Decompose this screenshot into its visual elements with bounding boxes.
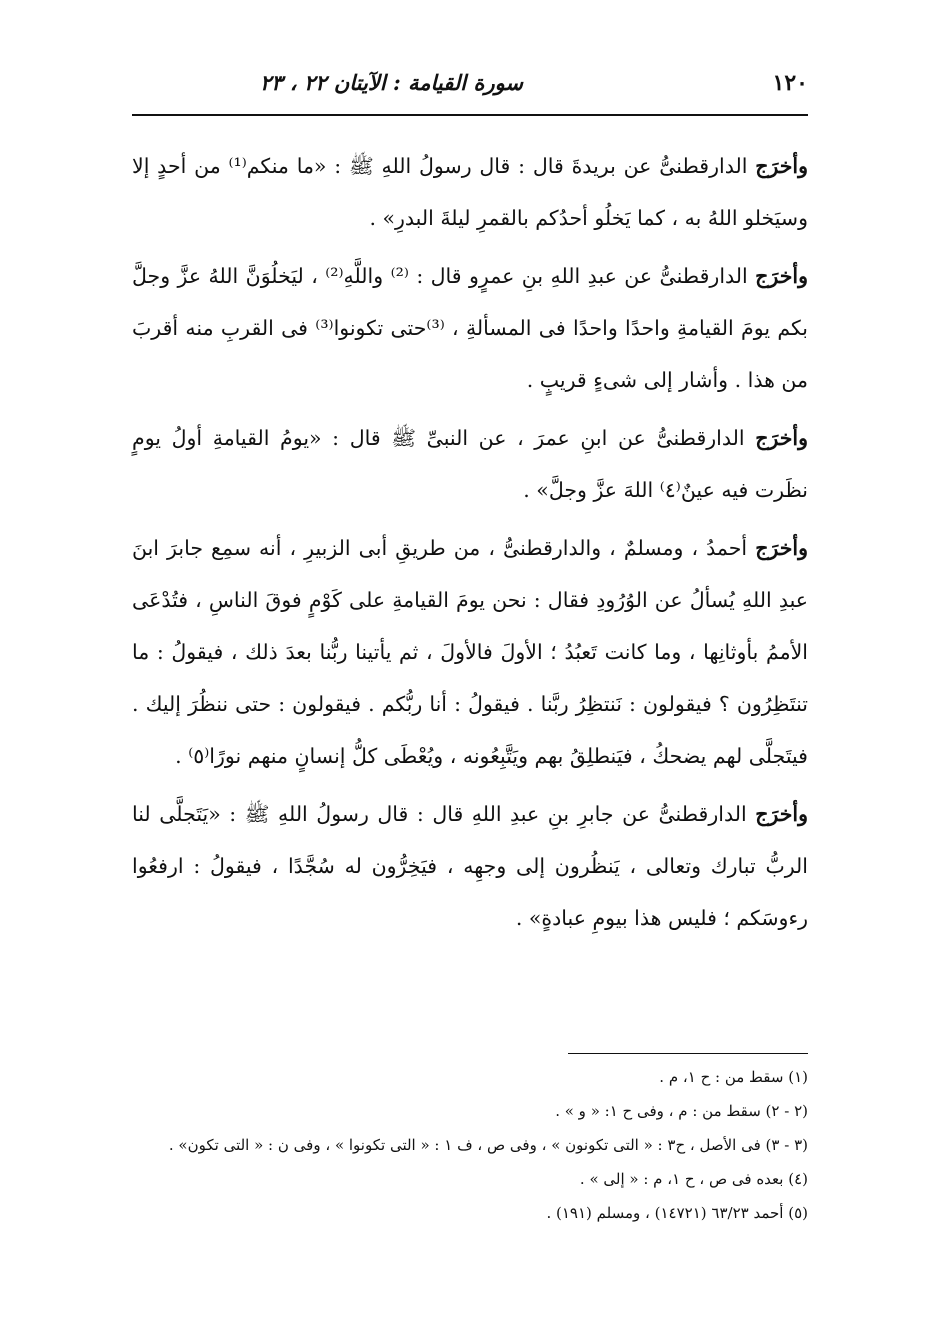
footnote-2: (٢ - ٢) سقط من : م ، وفى ح ١: « و » . — [555, 1102, 808, 1120]
page-number: ١٢٠ — [772, 70, 808, 96]
header-rule — [132, 114, 808, 116]
main-text — [132, 140, 808, 950]
paragraph-text: الدارقطنىُّ عن جابرِ بنِ عبدِ اللهِ قال : قال رسولُ اللهِ ﷺ : «يَتَجلَّى لنا الربُّ تبارك وتعالى ، يَنظُرون إلى وجهِه ، فيَخِرُّون له سُجَّدًا ، فيقولُ : ارفعُوا رءوسَكم ؛ فليس هذا بيومِ عبادةٍ» . — [132, 802, 808, 930]
footnote-5: (٥) أحمد ٦٣/٢٣ (١٤٧٢١) ، ومسلم (١٩١) . — [546, 1204, 808, 1222]
paragraph-text: الدارقطنىُّ عن ابنِ عمرَ ، عن النبىِّ ﷺ قال : «يومُ القيامةِ أولُ يومٍ نظَرت فيه عينٌ⁽٤⁾ اللهَ عزَّ وجلَّ» . — [132, 426, 808, 502]
footnote-4: (٤) بعده فى ص ، ح ١، م : « إلى » . — [579, 1170, 808, 1188]
running-title: سورة القيامة : الآيتان ٢٢ ، ٢٣ — [260, 70, 524, 95]
paragraph-text: الدارقطنىُّ عن عبدِ اللهِ بنِ عمرٍو قال : ⁽²⁾ واللَّهِ⁽²⁾ ، ليَخلُوَنَّ اللهُ عزَّ وجلَّ بكم يومَ القيامةِ واحدًا واحدًا فى المسألةِ ، ⁽³⁾حتى تكونوا⁽³⁾ فى القربِ منه أقربَ من هذا . وأشار إلى شىءٍ قريبٍ . — [132, 264, 809, 392]
footnote-rule — [568, 1053, 808, 1054]
paragraph-lead: وأخرَج — [755, 802, 808, 826]
footnotes — [120, 1060, 808, 1230]
paragraph-lead: وأخرَج — [755, 426, 808, 450]
paragraph-lead: وأخرَج — [755, 536, 808, 560]
page-header — [120, 70, 820, 104]
paragraph-1 — [132, 140, 808, 244]
footnote-3: (٣ - ٣) فى الأصل ، ح٣ : « التى تكونون » ، وفى ص ، ف ١ : « التى تكونوا » ، وفى ن : « التى تكون» . — [168, 1136, 808, 1154]
paragraph-text: أحمدُ ، ومسلمٌ ، والدارقطنىُّ ، من طريقِ أبى الزبيرِ ، أنه سمِع جابرَ ابنَ عبدِ اللهِ يُسألُ عن الوُرُودِ فقال : نحن يومَ القيامةِ على كَوْمٍ فوقَ الناسِ ، فتُدْعَى الأممُ بأوثانِها ، وما كانت تَعبُدُ ؛ الأولَ فالأولَ ، ثم يأتينا ربُّنا بعدَ ذلك ، فيقولُ : ما تنتَظِرُون ؟ فيقولون : نَنتظِرُ ربَّنا . فيقولُ : أنا ربُّكم . فيقولون : حتى ننظُرَ إليك . فيتَجلَّى لهم يضحكُ ، فيَنطلِقُ بهم ويَتَّبِعُونه ، ويُعْطَى كلُّ إنسانٍ منهم نورًا⁽٥⁾ . — [132, 536, 808, 768]
paragraph-lead: وأخرَج — [755, 154, 809, 178]
footnote-1: (١) سقط من : ح ١، م . — [659, 1068, 808, 1086]
paragraph-lead: وأخرَج — [755, 264, 808, 288]
book-page — [120, 40, 820, 1300]
paragraph-text: الدارقطنىُّ عن بريدةَ قال : قال رسولُ اللهِ ﷺ : «ما منكم⁽¹⁾ من أحدٍ إلا وسيَخلو اللهُ به ، كما يَخلُو أحدُكم بالقمرِ ليلةَ البدرِ» . — [132, 154, 808, 230]
paragraph-5 — [132, 788, 808, 944]
paragraph-4 — [132, 522, 808, 782]
paragraph-2 — [132, 250, 808, 406]
paragraph-3 — [132, 412, 808, 516]
